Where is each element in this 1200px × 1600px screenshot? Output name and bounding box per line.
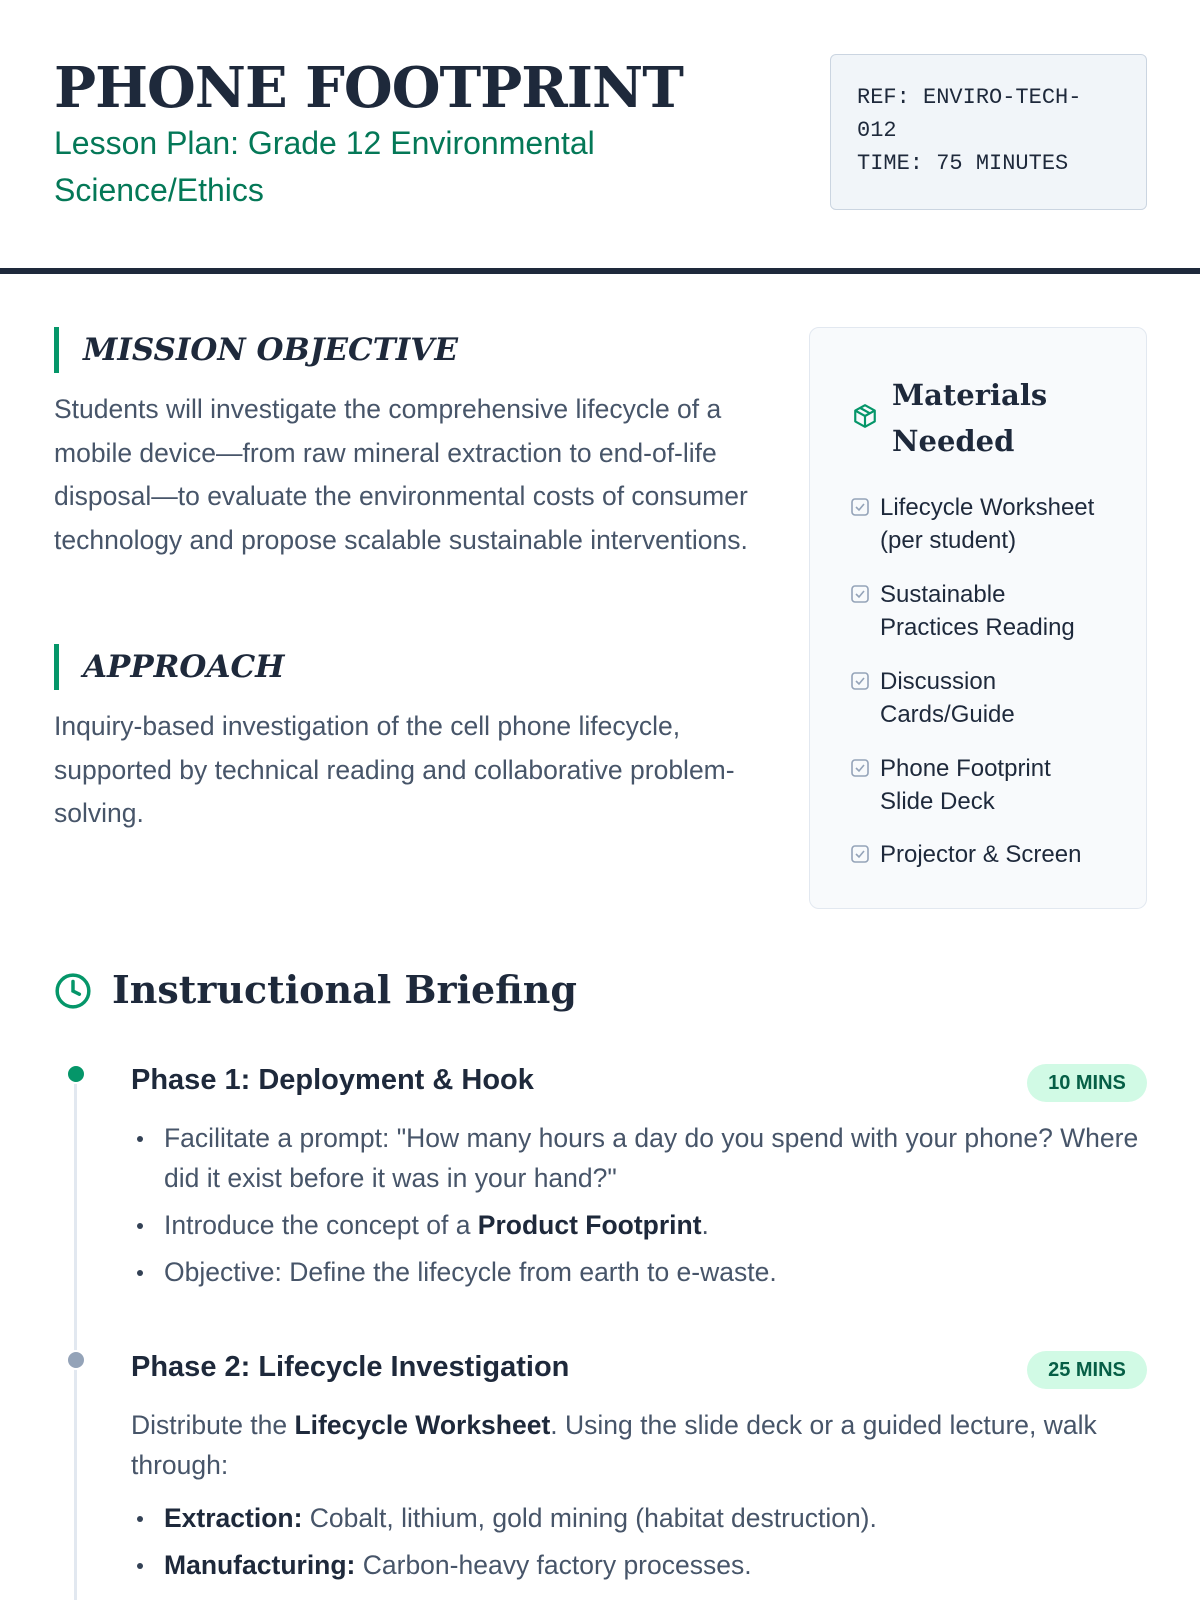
- timeline-dot-active: [66, 1064, 86, 1084]
- mission-text: Students will investigate the comprehensive lifecycle of a mobile device—from raw mineral extraction to end-of-life disposal—to evaluate the environmental costs of consumer technology and propose scalable sustainable interventions.: [54, 394, 748, 555]
- phase-2-intro: Distribute the Lifecycle Worksheet. Using the slide deck or a guided lecture, walk through:: [131, 1410, 1097, 1480]
- material-item: [850, 752, 1110, 818]
- materials-heading: Materials Needed: [892, 378, 1048, 458]
- phase-1-bullet: Introduce the concept of a Product Footprint.: [131, 1205, 1147, 1245]
- approach-heading: APPROACH: [54, 644, 284, 690]
- mission-heading: MISSION OBJECTIVE: [54, 327, 458, 373]
- checkbox-icon: [850, 758, 870, 778]
- reference-code: REF: ENVIRO-TECH-012: [857, 85, 1082, 143]
- page-subtitle: Lesson Plan: Grade 12 Environmental Science/Ethics: [54, 125, 595, 208]
- material-item: [850, 838, 1110, 871]
- materials-panel: [809, 327, 1147, 909]
- phase-1-bullet: Facilitate a prompt: "How many hours a day do you spend with your phone? Where did it exist before it was in your hand?": [131, 1118, 1147, 1198]
- lesson-header: [0, 0, 1200, 274]
- phase-2-duration-badge: 25 MINS: [1027, 1351, 1147, 1389]
- material-item: [850, 491, 1110, 557]
- reference-box: [830, 54, 1147, 210]
- clock-icon: [54, 972, 92, 1010]
- phase-1-title: Phase 1: Deployment & Hook: [131, 1064, 534, 1096]
- briefing-heading: Instructional Briefing: [112, 967, 577, 1012]
- phase-2-title: Phase 2: Lifecycle Investigation: [131, 1351, 570, 1383]
- checkbox-icon: [850, 844, 870, 864]
- checkbox-icon: [850, 584, 870, 604]
- material-label: Sustainable Practices Reading: [880, 581, 1075, 641]
- material-item: [850, 578, 1110, 644]
- phase-2-list: [131, 1498, 1147, 1592]
- phase-1-list: [131, 1118, 1147, 1299]
- checkbox-icon: [850, 497, 870, 517]
- phase-1-duration-badge: 10 MINS: [1027, 1064, 1147, 1102]
- material-item: [850, 665, 1110, 731]
- page-title: PHONE FOOTPRINT: [54, 55, 683, 121]
- checkbox-icon: [850, 671, 870, 691]
- phase-2-bullet: Extraction: Cobalt, lithium, gold mining (habitat destruction).: [131, 1498, 1147, 1538]
- material-label: Projector & Screen: [880, 841, 1082, 868]
- timeline-dot: [66, 1350, 86, 1370]
- timeline-line: [74, 1072, 77, 1600]
- material-label: Lifecycle Worksheet (per student): [880, 494, 1095, 554]
- phase-1-bullet: Objective: Define the lifecycle from earth to e-waste.: [131, 1252, 1147, 1292]
- lesson-duration: TIME: 75 MINUTES: [857, 151, 1069, 176]
- phase-2-bullet: Manufacturing: Carbon-heavy factory processes.: [131, 1545, 1147, 1585]
- approach-text: Inquiry-based investigation of the cell phone lifecycle, supported by technical reading and collaborative problem-solving.: [54, 711, 735, 828]
- material-label: Discussion Cards/Guide: [880, 668, 1015, 728]
- material-label: Phone Footprint Slide Deck: [880, 755, 1051, 815]
